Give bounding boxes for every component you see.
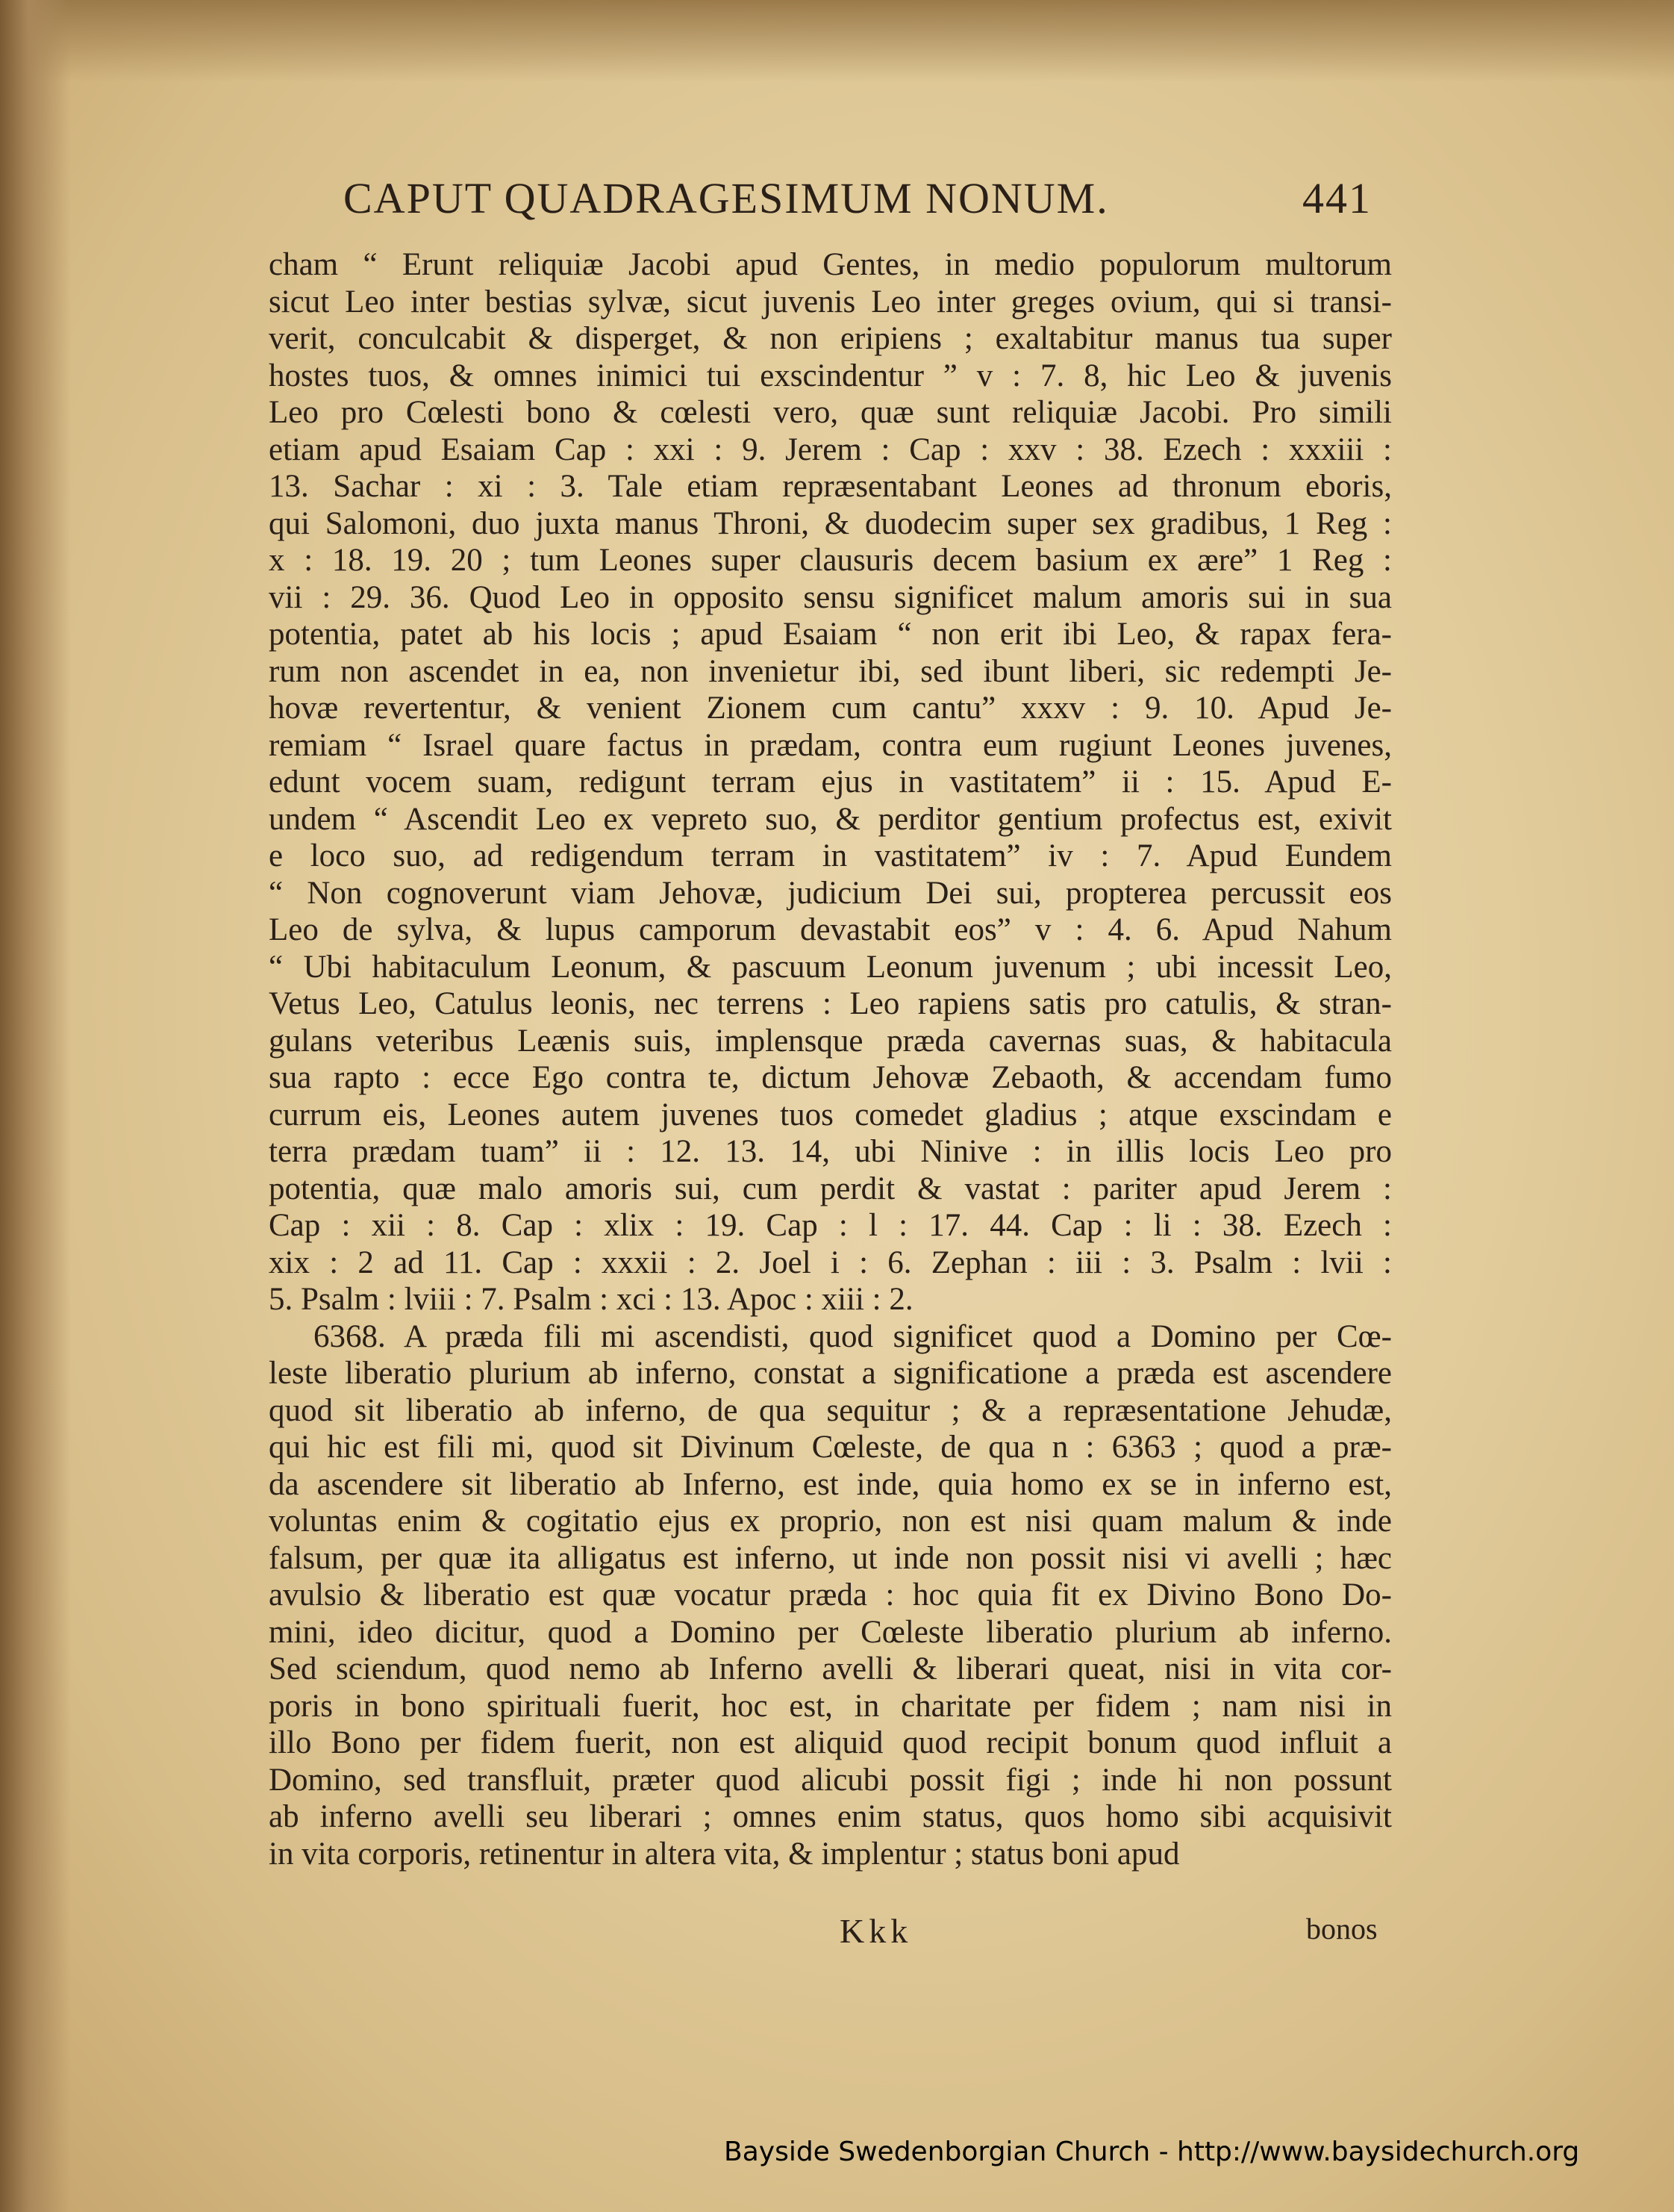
text-line: potentia, patet ab his locis ; apud Esaiam “ non erit ibi Leo, & rapax fera- [269,617,1392,652]
text-line: da ascendere sit liberatio ab Inferno, est inde, quia homo ex se in inferno est, [269,1466,1392,1502]
chapter-title: CAPUT QUADRAGESIMUM NONUM. [343,174,1109,222]
text-line: undem “ Ascendit Leo ex vepreto suo, & perditor gentium profectus est, exivit [269,801,1392,837]
text-line: falsum, per quæ ita alligatus est inferno, ut inde non possit nisi vi avelli ; hæc [269,1540,1392,1576]
text-line: Sed sciendum, quod nemo ab Inferno avelli & liberari queat, nisi in vita cor- [269,1651,1392,1686]
body-text [269,246,1392,1872]
text-line: sua rapto : ecce Ego contra te, dictum Jehovæ Zebaoth, & accendam fumo [269,1060,1392,1095]
text-line: ab inferno avelli seu liberari ; omnes enim status, quos homo sibi acquisivit [269,1799,1392,1834]
text-line: edunt vocem suam, redigunt terram ejus in vastitatem” ii : 15. Apud E- [269,764,1392,800]
text-line: quod sit liberatio ab inferno, de qua sequitur ; & a repræsentatione Jehudæ, [269,1392,1392,1428]
catchword: bonos [1306,1912,1378,1945]
text-line: e loco suo, ad redigendum terram in vastitatem” iv : 7. Apud Eundem [269,838,1392,873]
text-line: cham “ Erunt reliquiæ Jacobi apud Gentes, in medio populorum multorum [269,247,1392,282]
text-line: hovæ revertentur, & venient Zionem cum cantu” xxxv : 9. 10. Apud Je- [269,691,1392,726]
page-number: 441 [1302,174,1372,222]
running-header [343,173,1388,240]
text-line: sicut Leo inter bestias sylvæ, sicut juvenis Leo inter greges ovium, qui si transi- [269,284,1392,320]
text-line: Vetus Leo, Catulus leonis, nec terrens : Leo rapiens satis pro catulis, & stran- [269,986,1392,1021]
text-line: 5. Psalm : lviii : 7. Psalm : xci : 13. Apoc : xiii : 2. [269,1282,913,1317]
text-line: Leo de sylva, & lupus camporum devastabit eos” v : 4. 6. Apud Nahum [269,912,1392,947]
text-line: xix : 2 ad 11. Cap : xxxii : 2. Joel i : 6. Zephan : iii : 3. Psalm : lvii : [269,1244,1392,1280]
text-line: hostes tuos, & omnes inimici tui exscindentur ” v : 7. 8, hic Leo & juvenis [269,358,1392,393]
text-line: terra prædam tuam” ii : 12. 13. 14, ubi Ninive : in illis locis Leo pro [269,1134,1392,1169]
text-line: 6368. A præda fili mi ascendisti, quod significet quod a Domino per Cœ- [313,1318,1392,1354]
text-line: Cap : xii : 8. Cap : xlix : 19. Cap : l : 17. 44. Cap : li : 38. Ezech : [269,1208,1392,1243]
text-line: voluntas enim & cogitatio ejus ex proprio, non est nisi quam malum & inde [269,1504,1392,1539]
text-line: “ Non cognoverunt viam Jehovæ, judicium Dei sui, propterea percussit eos [269,875,1392,911]
page-shadow-top [0,0,1674,82]
text-line: qui Salomoni, duo juxta manus Throni, & duodecim super sex gradibus, 1 Reg : [269,505,1392,541]
watermark-credit: Bayside Swedenborgian Church - http://www.baysidechurch.org [724,2137,1580,2167]
text-line: remiam “ Israel quare factus in prædam, contra eum rugiunt Leones juvenes, [269,727,1392,763]
text-line: gulans veteribus Leænis suis, implensque præda cavernas suas, & habitacula [269,1023,1392,1059]
signature-mark: Kkk [840,1912,913,1950]
text-line: Leo pro Cœlesti bono & cœlesti vero, quæ sunt reliquiæ Jacobi. Pro simili [269,395,1392,430]
text-line: currum eis, Leones autem juvenes tuos comedet gladius ; atque exscindam e [269,1097,1392,1133]
text-line: mini, ideo dicitur, quod a Domino per Cœleste liberatio plurium ab inferno. [269,1614,1392,1650]
text-line: rum non ascendet in ea, non invenietur ibi, sed ibunt liberi, sic redempti Je- [269,653,1392,689]
text-line: poris in bono spirituali fuerit, hoc est, in charitate per fidem ; nam nisi in [269,1688,1392,1724]
text-line: leste liberatio plurium ab inferno, constat a significatione a præda est ascendere [269,1356,1392,1391]
text-line: potentia, quæ malo amoris sui, cum perdit & vastat : pariter apud Jerem : [269,1171,1392,1206]
text-line: in vita corporis, retinentur in altera vita, & implentur ; status boni apud [269,1836,1180,1872]
text-line: “ Ubi habitaculum Leonum, & pascuum Leonum juvenum ; ubi incessit Leo, [269,949,1392,985]
page-binding-shadow [0,0,71,2212]
text-line: illo Bono per fidem fuerit, non est aliquid quod recipit bonum quod influit a [269,1725,1392,1760]
text-line: 13. Sachar : xi : 3. Tale etiam repræsentabant Leones ad thronum eboris, [269,469,1392,504]
text-line: vii : 29. 36. Quod Leo in opposito sensu significet malum amoris sui in sua [269,579,1392,615]
text-line: qui hic est fili mi, quod sit Divinum Cœleste, de qua n : 6363 ; quod a præ- [269,1430,1392,1465]
text-line: avulsio & liberatio est quæ vocatur præda : hoc quia fit ex Divino Bono Do- [269,1577,1392,1613]
text-line: Domino, sed transfluit, præter quod alicubi possit figi ; inde hi non possunt [269,1762,1392,1798]
text-line: x : 18. 19. 20 ; tum Leones super clausuris decem basium ex ære” 1 Reg : [269,543,1392,578]
text-line: verit, conculcabit & disperget, & non eripiens ; exaltabitur manus tua super [269,321,1392,356]
text-line: etiam apud Esaiam Cap : xxi : 9. Jerem : Cap : xxv : 38. Ezech : xxxiii : [269,432,1392,467]
